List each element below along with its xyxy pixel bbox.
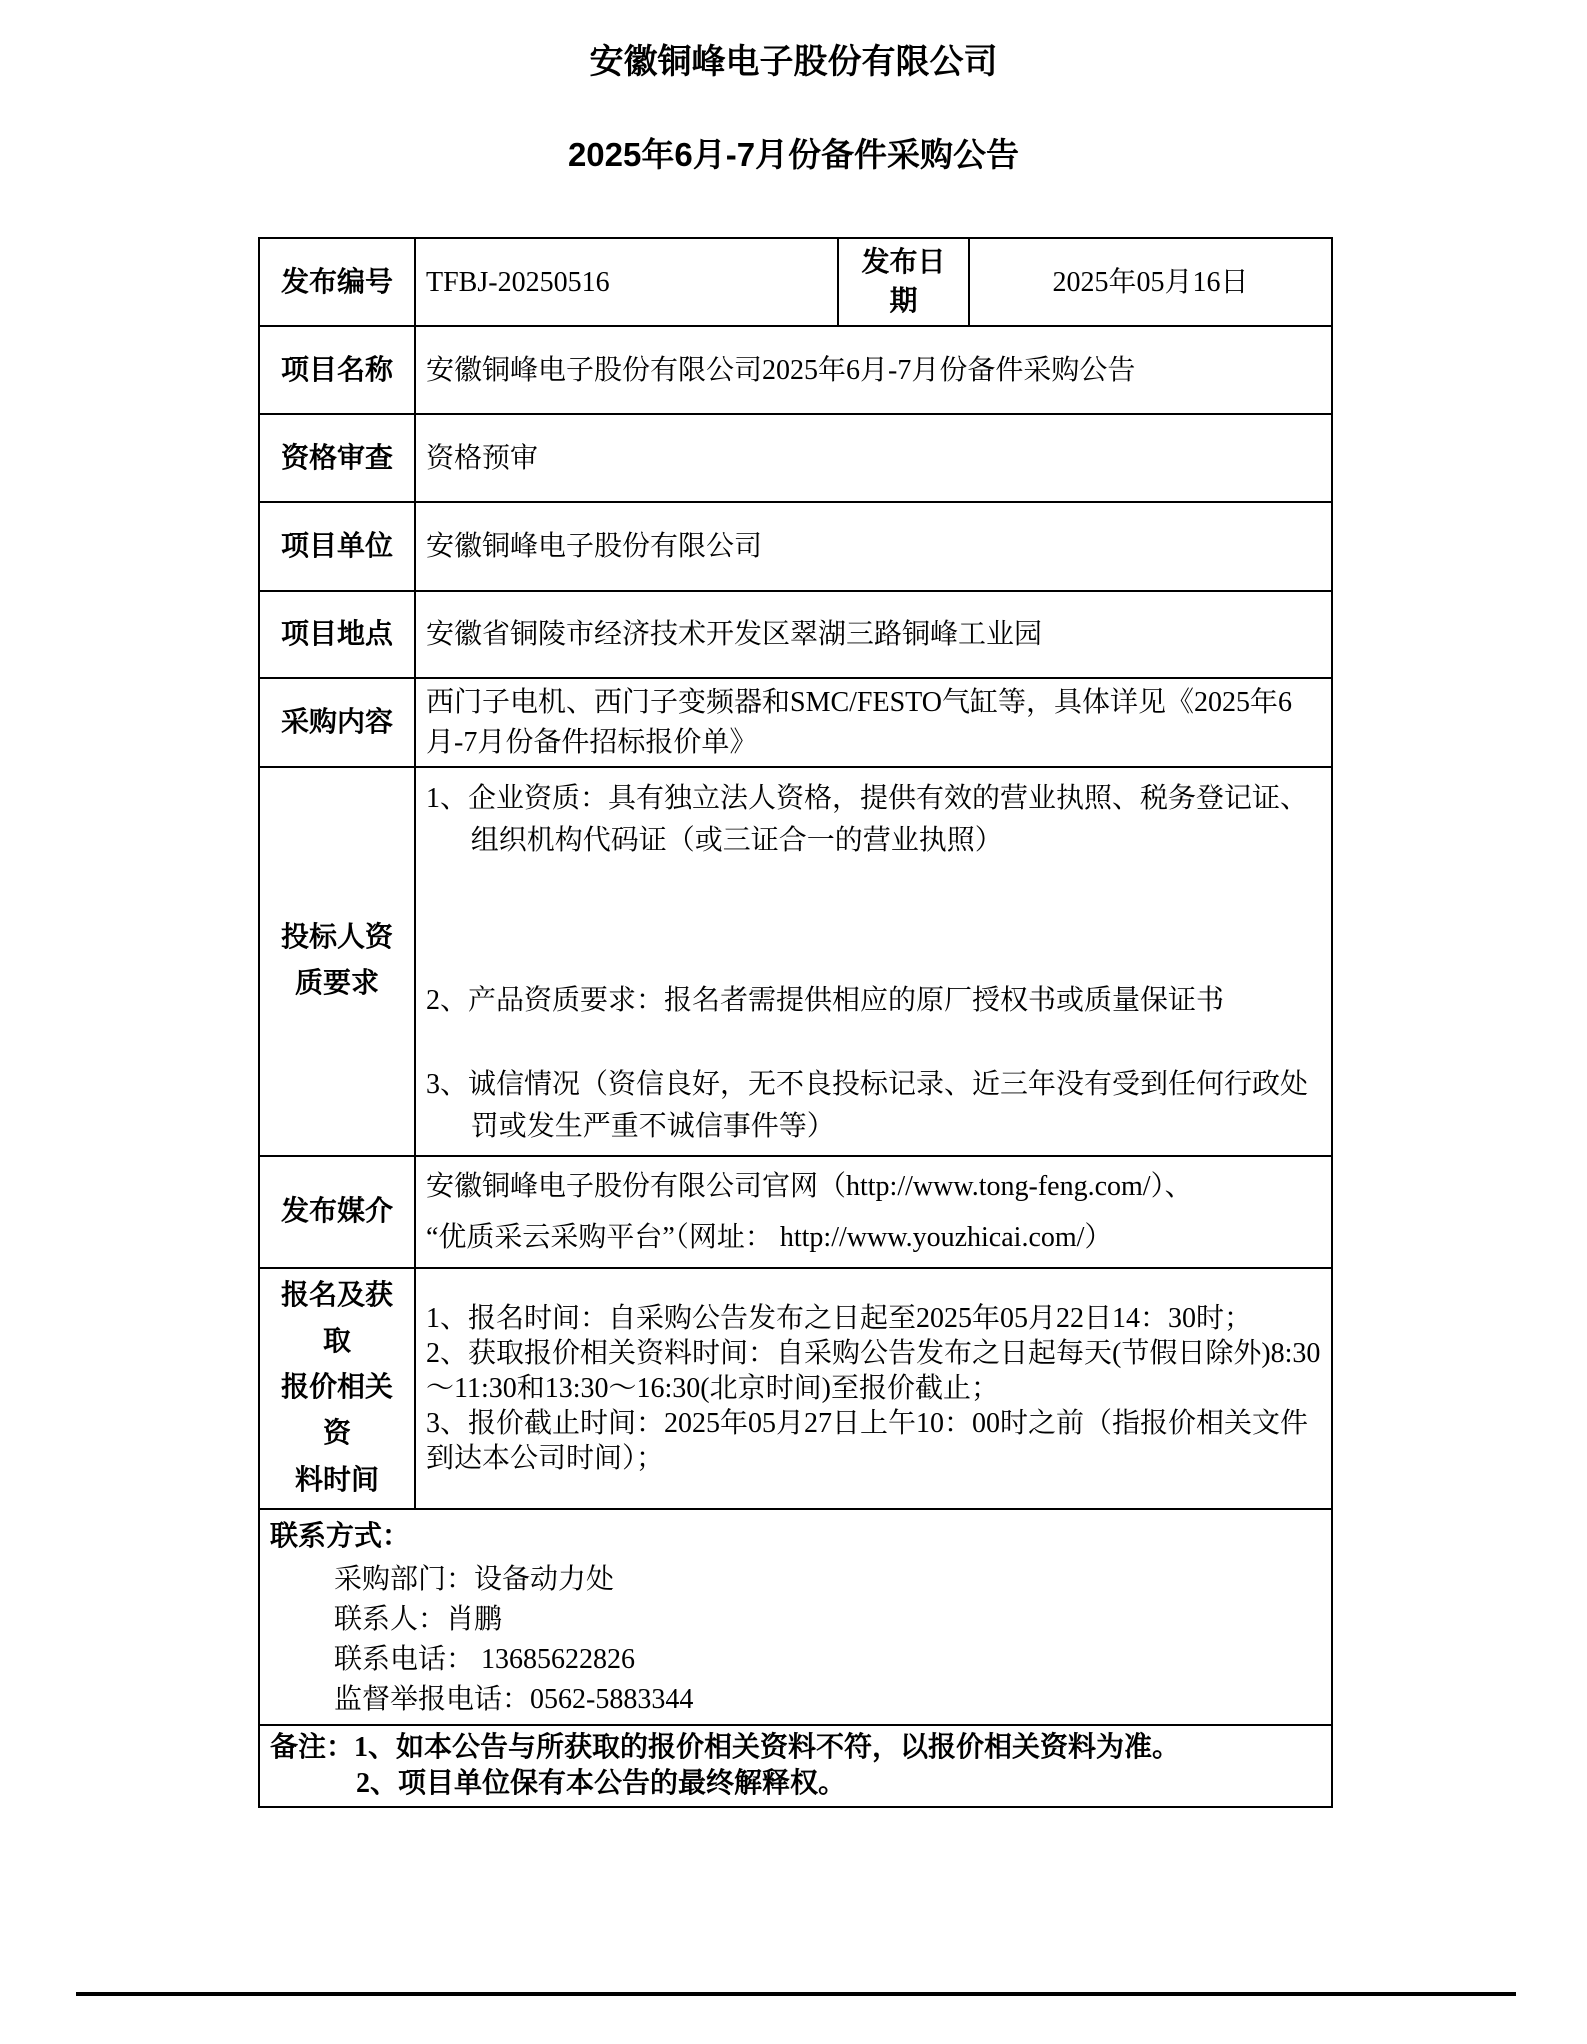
publish-date-value: 2025年05月16日 [969, 238, 1332, 326]
schedule-label-line1: 报名及获取 [280, 1279, 393, 1357]
project-name-value: 安徽铜峰电子股份有限公司2025年6月-7月份备件采购公告 [415, 326, 1332, 414]
project-name-label: 项目名称 [259, 326, 415, 414]
footer-divider [76, 1992, 1516, 1996]
schedule-label [259, 1268, 415, 1509]
project-location-label: 项目地点 [259, 591, 415, 678]
remark-line2: 2、项目单位保有本公告的最终解释权。 [356, 1767, 847, 1799]
schedule-item-2: 2、获取报价相关资料时间：自采购公告发布之日起每天(节假日除外)8:30～11:30和13:30～16:30(北京时间)至报价截止； [426, 1337, 1321, 1404]
publish-media-line1: 安徽铜峰电子股份有限公司官网（http://www.tong-feng.com/）、 [426, 1170, 1193, 1202]
contact-person: 联系人：肖鹏 [334, 1603, 503, 1635]
publish-media-value [415, 1156, 1332, 1268]
project-location-value: 安徽省铜陵市经济技术开发区翠湖三路铜峰工业园 [415, 591, 1332, 678]
bidder-requirements-label [259, 767, 415, 1156]
contact-supervision-phone: 监督举报电话：0562-5883344 [334, 1683, 694, 1715]
table-row-project-unit [259, 502, 1332, 591]
bidder-requirements-value [415, 767, 1332, 1156]
table-row-bidder-requirements [259, 767, 1332, 1156]
table-row-remark [259, 1725, 1332, 1807]
qualification-check-label: 资格审查 [259, 414, 415, 502]
contact-department: 采购部门：设备动力处 [334, 1563, 615, 1595]
publish-media-label: 发布媒介 [259, 1156, 415, 1268]
qualification-check-value: 资格预审 [415, 414, 1332, 502]
schedule-label-line3: 料时间 [294, 1464, 379, 1496]
table-row-schedule [259, 1268, 1332, 1509]
requirement-item-1: 1、企业资质：具有独立法人资格，提供有效的营业执照、税务登记证、组织机构代码证（或三证合一的营业执照） [426, 783, 1309, 857]
publish-no-value: TFBJ-20250516 [415, 238, 838, 326]
page-title: 安徽铜峰电子股份有限公司 [589, 43, 998, 81]
contact-cell [259, 1509, 1332, 1725]
table-row-publish-media [259, 1156, 1332, 1268]
table-row-qualification-check [259, 414, 1332, 502]
bidder-requirements-label-line2: 质要求 [294, 968, 379, 1000]
publish-date-label: 发布日期 [838, 238, 969, 326]
table-row-procurement-content [259, 678, 1332, 766]
announcement-table [258, 237, 1333, 1808]
requirement-item-3: 3、诚信情况（资信良好，无不良投标记录、近三年没有受到任何行政处罚或发生严重不诚信事件等） [426, 1069, 1309, 1143]
requirement-item-2: 2、产品资质要求：报名者需提供相应的原厂授权书或质量保证书 [426, 985, 1225, 1017]
contact-phone: 联系电话： 13685622826 [334, 1643, 636, 1675]
procurement-content-value: 西门子电机、西门子变频器和SMC/FESTO气缸等，具体详见《2025年6月-7月份备件招标报价单》 [415, 678, 1332, 766]
page-subtitle: 2025年6月-7月份备件采购公告 [567, 136, 1020, 174]
remark-line1: 备注：1、如本公告与所获取的报价相关资料不符，以报价相关资料为准。 [270, 1731, 1181, 1763]
schedule-value [415, 1268, 1332, 1509]
table-row-publish [259, 238, 1332, 326]
bidder-requirements-label-line1: 投标人资 [280, 922, 393, 954]
project-unit-label: 项目单位 [259, 502, 415, 591]
schedule-item-3: 3、报价截止时间：2025年05月27日上午10：00时之前（指报价相关文件到达本公司时间）； [426, 1407, 1309, 1474]
procurement-content-label: 采购内容 [259, 678, 415, 766]
publish-media-line2: “优质采云采购平台”（网址： http://www.youzhicai.com/） [426, 1221, 1113, 1253]
table-row-project-location [259, 591, 1332, 678]
table-row-contact [259, 1509, 1332, 1725]
project-unit-value: 安徽铜峰电子股份有限公司 [415, 502, 1332, 591]
schedule-item-1: 1、报名时间：自采购公告发布之日起至2025年05月22日14：30时； [426, 1302, 1253, 1334]
schedule-label-line2: 报价相关资 [280, 1372, 393, 1450]
contact-heading: 联系方式： [270, 1520, 411, 1552]
table-row-project-name [259, 326, 1332, 414]
publish-no-label: 发布编号 [259, 238, 415, 326]
remark-cell [259, 1725, 1332, 1807]
